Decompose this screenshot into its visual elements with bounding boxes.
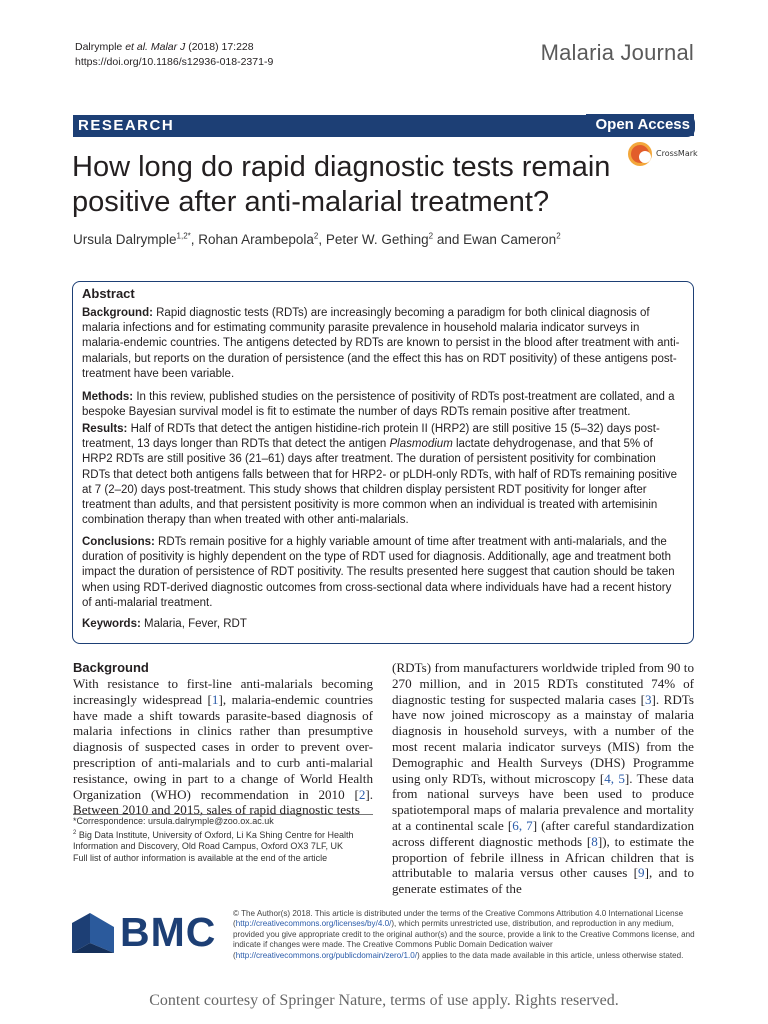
footnotes bbox=[73, 816, 373, 864]
abstract-keywords: Keywords: Malaria, Fever, RDT bbox=[82, 618, 247, 630]
citation-link[interactable]: 9 bbox=[638, 865, 645, 881]
author-info-note: Full list of author information is available at the end of the article bbox=[73, 852, 328, 863]
author-name[interactable]: Peter W. Gething bbox=[325, 232, 429, 247]
citation-link[interactable]: 6, 7 bbox=[512, 817, 533, 833]
abstract-methods: Methods: In this review, published studies on the persistence of positivity of RDTs post-treatment are collated, and a bespoke Bayesian survival model is fit to estimate the number of days RDTs remain positive after treatment. bbox=[82, 391, 675, 419]
body-column-left bbox=[73, 660, 373, 818]
abstract-conclusions-label: Conclusions: bbox=[82, 536, 155, 548]
section-heading-background: Background bbox=[73, 660, 149, 675]
article-title: How long do rapid diagnostic tests remain positive after anti-malarial treatment? bbox=[72, 151, 611, 218]
citation-header bbox=[75, 40, 273, 70]
body-column-right bbox=[392, 660, 694, 897]
license-text: © The Author(s) 2018. This article is distributed under the terms of the Creative Commons Attribution 4.0 International License (http://creativecommons.org/licenses/by/4.0/), which permits unrestricted use, distribution, and reproduction in any medium, provided you give appropriate credit to the original author(s) and the source, provide a link to the Creative Commons license, and indicate if changes were made. The Creative Commons Public Domain Dedication waiver (http://creativecommons.org/publicdomain/zero/1.0/) applies to the data made available in this article, unless otherwise stated. bbox=[233, 909, 695, 960]
citation-link[interactable]: 8 bbox=[591, 833, 598, 849]
author-name[interactable]: Ewan Cameron bbox=[463, 232, 557, 247]
citation-journal: et al. Malar J bbox=[125, 41, 186, 53]
crossmark-icon bbox=[628, 142, 652, 166]
citation-volume: (2018) 17:228 bbox=[185, 41, 254, 53]
crossmark-label: CrossMark bbox=[656, 149, 698, 158]
open-access-badge: Open Access bbox=[586, 114, 695, 136]
abstract-heading: Abstract bbox=[82, 286, 135, 301]
bmc-logo-text: BMC bbox=[120, 909, 217, 955]
author-affiliation: 2 bbox=[313, 231, 319, 241]
citation-link[interactable]: 1 bbox=[211, 691, 219, 707]
author-affiliation: 2 bbox=[428, 231, 434, 241]
bmc-logo-icon bbox=[72, 913, 116, 953]
author-affiliation: 2 bbox=[556, 231, 561, 241]
author-list: Ursula Dalrymple$^{1,2*}$, Rohan Arambepola$^2$, Peter W. Gething$^2$ and Ewan Cameron$^2$ bbox=[73, 231, 561, 247]
journal-name: Malaria Journal bbox=[540, 40, 694, 65]
license-link[interactable]: http://creativecommons.org/licenses/by/4.0/ bbox=[235, 919, 392, 929]
doi-link[interactable]: https://doi.org/10.1186/s12936-018-2371-9 bbox=[75, 56, 274, 68]
bmc-logo bbox=[72, 909, 222, 955]
abstract-keywords-label: Keywords: bbox=[82, 618, 141, 630]
research-label: RESEARCH bbox=[78, 117, 175, 134]
abstract-results: Results: Half of RDTs that detect the antigen histidine-rich protein II (HRP2) are still positive 15 (5–32) days post-treatment, 13 days longer than RDTs that detect the antigen Plasmodium lactate dehydrogenase, and that 5% of HRP2 RDTs are still positive 36 (21–61) days after treatment. The duration of persistent positivity for combination RDTs that detect both antigens falls between that for HRP2- or pLDH-only RDTs, with half of RDTs remaining positive at 7 (2–20) days post-treatment. This study shows that children display persistent RDT positivity for longer after treatment than adults, and that persistent positivity is more common when an individual is treated with artemisinin combination therapy than when treated with other anti-malarials. bbox=[82, 423, 678, 527]
body-paragraph: (RDTs) from manufacturers worldwide tripled from 90 to 270 million, and in 2015 RDTs constituted 74% of diagnostic testing for suspected malaria cases [3]. RDTs have now joined microscopy as a mainstay of malaria diagnosis in household surveys, with a number of the most recent malaria indicator surveys (MIS) from the Demographic and Health Surveys (DHS) Programme using only RDTs, without microscopy [4, 5]. These data from national surveys have been used to produce spatiotemporal maps of malaria prevalence and mortality at a continental scale [6, 7] (after careful standardization across different diagnostic methods [8]), to estimate the proportion of febrile illness in African children that is attributable to malaria versus other causes [9], and to generate estimates of the bbox=[392, 660, 695, 897]
abstract-methods-label: Methods: bbox=[82, 391, 134, 403]
author-name[interactable]: Rohan Arambepola bbox=[198, 232, 314, 247]
citation-link[interactable]: 4, 5 bbox=[604, 770, 625, 786]
abstract-background-label: Background: bbox=[82, 307, 153, 319]
body-paragraph: With resistance to first-line anti-malarials becoming increasingly widespread [1], malaria-endemic countries have made a shift towards parasite-based diagnosis of malaria infections in clinics rather than presumptive diagnosis of suspected cases in order to prevent over-prescription of anti-malarials and to curb anti-malarial resistance, owing in part to a change of World Health Organization (WHO) recommendation in 2010 [2]. Between 2010 and 2015, sales of rapid diagnostic tests bbox=[73, 676, 373, 818]
abstract-conclusions: Conclusions: RDTs remain positive for a highly variable amount of time after treatment with anti-malarials, and the duration of positivity is highly dependent on the type of RDT used for diagnosis. Additionally, age and treatment both impact the duration of persistence of RDT positivity. The results presented here suggest that caution should be taken when using RDT-derived diagnostic outcomes from cross-sectional data where individuals have had a recent history of anti-malarial treatment. bbox=[82, 536, 675, 609]
citation-link[interactable]: 3 bbox=[644, 691, 652, 707]
public-domain-link[interactable]: http://creativecommons.org/publicdomain/zero/1.0/ bbox=[235, 950, 418, 960]
citation-link[interactable]: 2 bbox=[358, 786, 366, 802]
correspondence-note: *Correspondence: ursula.dalrymple@zoo.ox.ac.uk bbox=[73, 816, 274, 826]
footnote-divider bbox=[73, 814, 373, 815]
crossmark-badge[interactable] bbox=[626, 142, 698, 168]
citation-authors: Dalrymple bbox=[75, 41, 126, 53]
abstract-results-label: Results: bbox=[82, 423, 128, 435]
author-affiliation: 1,2* bbox=[176, 231, 191, 241]
courtesy-footer: Content courtesy of Springer Nature, terms of use apply. Rights reserved. bbox=[149, 992, 619, 1009]
abstract-background: Background: Rapid diagnostic tests (RDTs) are increasingly becoming a paradigm for both clinical diagnosis of malaria infections and for estimating community parasite prevalence in household malaria indicator surveys in malaria-endemic countries. The antigens detected by RDTs are known to persist in the blood after treatment with anti-malarials, but reports on the duration of persistence (and the effect this has on RDT positivity) of these antigens post-treatment have been variable. bbox=[82, 307, 680, 380]
author-name[interactable]: Ursula Dalrymple bbox=[73, 232, 177, 247]
affiliation-note: $^2$ Big Data Institute, University of Oxford, Li Ka Shing Centre for Health Information and Discovery, Old Road Campus, Oxford OX3 7LF, UK bbox=[73, 829, 354, 852]
